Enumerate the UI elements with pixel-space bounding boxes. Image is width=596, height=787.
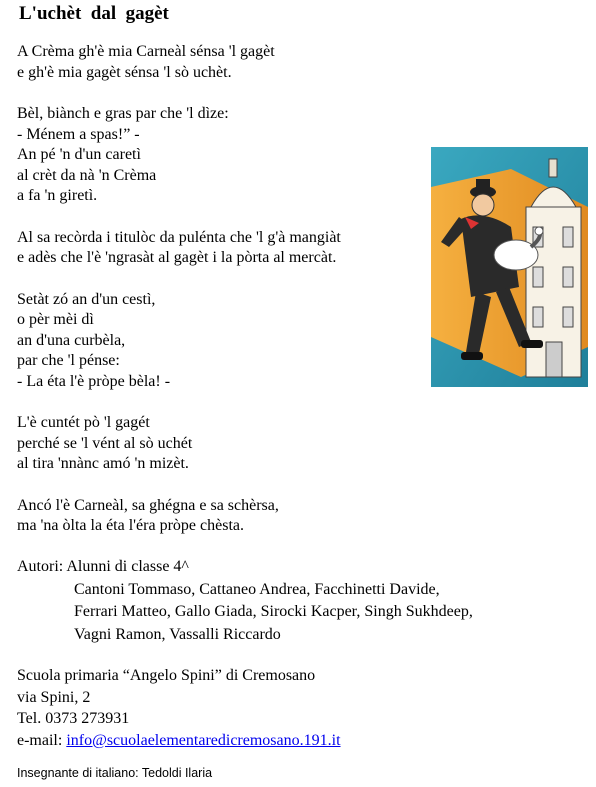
poem-line: Setàt zó an d'un cestì, — [17, 290, 156, 308]
poem-line: e gh'è mia gagèt sénsa 'l sò uchèt. — [17, 63, 232, 81]
authors-block — [17, 556, 473, 646]
poem-line: An pé 'n d'un caretì — [17, 146, 141, 163]
email-label: e-mail: — [17, 731, 67, 749]
page-title: L'uchèt dal gagèt — [19, 3, 169, 24]
poem-line: an d'una curbèla, — [17, 331, 126, 349]
poem-stanza — [17, 104, 417, 207]
poem-line: L'è cuntét pò 'l gagét — [17, 414, 150, 431]
school-address: via Spini, 2 — [17, 688, 91, 706]
poem-line: o pèr mèi dì — [17, 311, 94, 328]
email-link[interactable]: info@scuolaelementaredicremosano.191.it — [66, 731, 341, 749]
poem-line: al crèt da nà 'n Crèma — [17, 166, 157, 184]
poem-stanza — [17, 42, 417, 83]
poem-stanza — [17, 228, 417, 269]
teacher-credit: Insegnante di italiano: Tedoldi Ilaria — [17, 766, 213, 780]
poem-line: perché se 'l vént al sò uchét — [17, 434, 193, 452]
poem-line: par che 'l pénse: — [17, 352, 120, 369]
authors-line: Cantoni Tommaso, Cattaneo Andrea, Facchinetti Davide, — [74, 580, 440, 598]
poem-line: al tira 'nnànc amó 'n mizèt. — [17, 455, 189, 472]
poem-line: Al sa recòrda i titulòc da pulénta che 'l g'à mangiàt — [17, 228, 341, 246]
poem-line: Ancó l'è Carneàl, sa ghégna e sa schèrsa, — [17, 496, 279, 514]
school-phone: Tel. 0373 273931 — [17, 710, 130, 727]
authors-line: Ferrari Matteo, Gallo Giada, Sirocki Kacper, Singh Sukhdeep, — [74, 603, 473, 620]
school-info — [17, 665, 341, 751]
school-email-row — [17, 730, 341, 752]
poem-line: e adès che l'è 'ngrasàt al gagèt i la pòrta al mercàt. — [17, 249, 337, 266]
authors-names — [17, 579, 473, 647]
authors-line: Vagni Ramon, Vassalli Riccardo — [74, 625, 281, 643]
school-name: Scuola primaria “Angelo Spini” di Cremosano — [17, 667, 316, 684]
poem-stanza — [17, 290, 417, 393]
poem-stanza — [17, 496, 417, 537]
poem-stanza — [17, 413, 417, 475]
poem-line: Bèl, biànch e gras par che 'l dìze: — [17, 105, 229, 122]
poem-line: - Ménem a spas!” - — [17, 125, 140, 143]
poem-line: - La éta l'è pròpe bèla! - — [17, 372, 171, 390]
carnival-illustration — [431, 147, 588, 387]
poem-line: a fa 'n giretì. — [17, 187, 98, 204]
authors-label: Autori: Alunni di classe 4^ — [17, 558, 189, 575]
poem-line: A Crèma gh'è mia Carneàl sénsa 'l gagèt — [17, 43, 275, 60]
poem — [17, 42, 417, 558]
poem-line: ma 'na òlta la éta l'éra pròpe chèsta. — [17, 517, 244, 534]
